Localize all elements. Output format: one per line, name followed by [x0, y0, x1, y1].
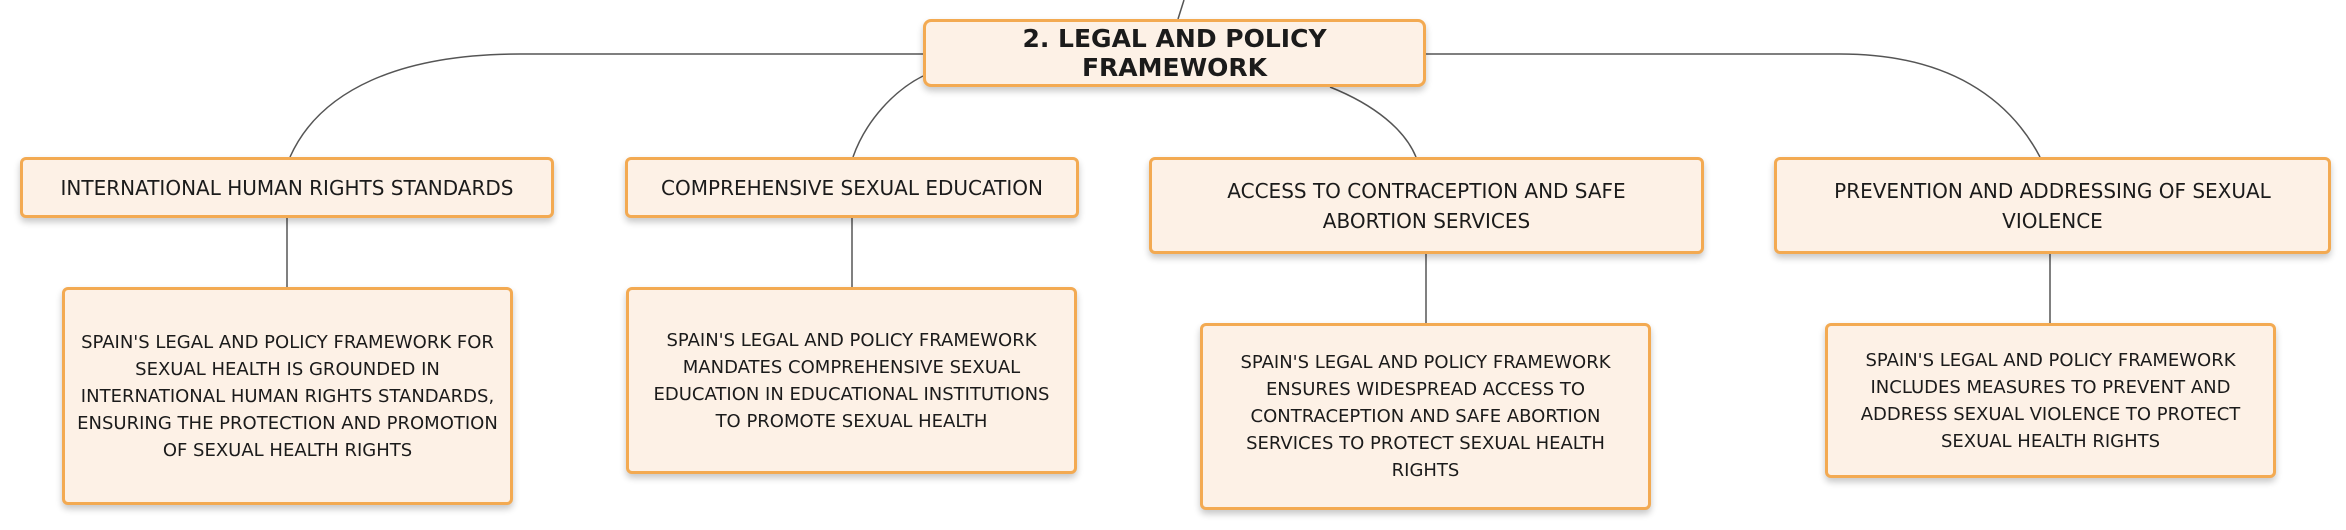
detail-text: SPAIN'S LEGAL AND POLICY FRAMEWORK ENSURES WIDESPREAD ACCESS TO CONTRACEPTION AND SAFE ABORTION SERVICES TO PROTECT SEXUAL HEALTH RIGHTS [1240, 352, 1611, 481]
connector-root-branch-3 [1330, 87, 1416, 157]
topic-node-contraception-abortion[interactable] [1149, 157, 1704, 254]
topic-node-sexual-education[interactable] [625, 157, 1079, 218]
root-label: 2. LEGAL AND POLICY FRAMEWORK [1022, 24, 1327, 82]
detail-text: SPAIN'S LEGAL AND POLICY FRAMEWORK FOR SEXUAL HEALTH IS GROUNDED IN INTERNATIONAL HUMAN RIGHTS STANDARDS, ENSURING THE PROTECTION AND PROMOTION OF SEXUAL HEALTH RIGHTS [77, 331, 498, 461]
topic-label: PREVENTION AND ADDRESSING OF SEXUAL VIOLENCE [1834, 178, 2271, 233]
connector-root-branch-1 [290, 54, 923, 157]
topic-node-human-rights[interactable] [20, 157, 554, 218]
topic-node-sexual-violence[interactable] [1774, 157, 2331, 254]
topic-label: INTERNATIONAL HUMAN RIGHTS STANDARDS [60, 175, 514, 200]
connector-root-branch-2 [853, 76, 923, 157]
detail-text: SPAIN'S LEGAL AND POLICY FRAMEWORK INCLUDES MEASURES TO PREVENT AND ADDRESS SEXUAL VIOLENCE TO PROTECT SEXUAL HEALTH RIGHTS [1860, 349, 2241, 452]
connector-root-branch-4 [1426, 54, 2040, 157]
detail-node-human-rights[interactable] [62, 287, 513, 505]
detail-node-sexual-education[interactable] [626, 287, 1077, 474]
detail-node-contraception-abortion[interactable] [1200, 323, 1651, 510]
detail-text: SPAIN'S LEGAL AND POLICY FRAMEWORK MANDATES COMPREHENSIVE SEXUAL EDUCATION IN EDUCATIONAL INSTITUTIONS TO PROMOTE SEXUAL HEALTH [653, 329, 1050, 432]
root-node[interactable] [923, 19, 1426, 87]
detail-node-sexual-violence[interactable] [1825, 323, 2276, 478]
topic-label: ACCESS TO CONTRACEPTION AND SAFE ABORTION SERVICES [1227, 178, 1626, 233]
connector-root-parent [1178, 0, 1184, 19]
topic-label: COMPREHENSIVE SEXUAL EDUCATION [661, 175, 1043, 200]
